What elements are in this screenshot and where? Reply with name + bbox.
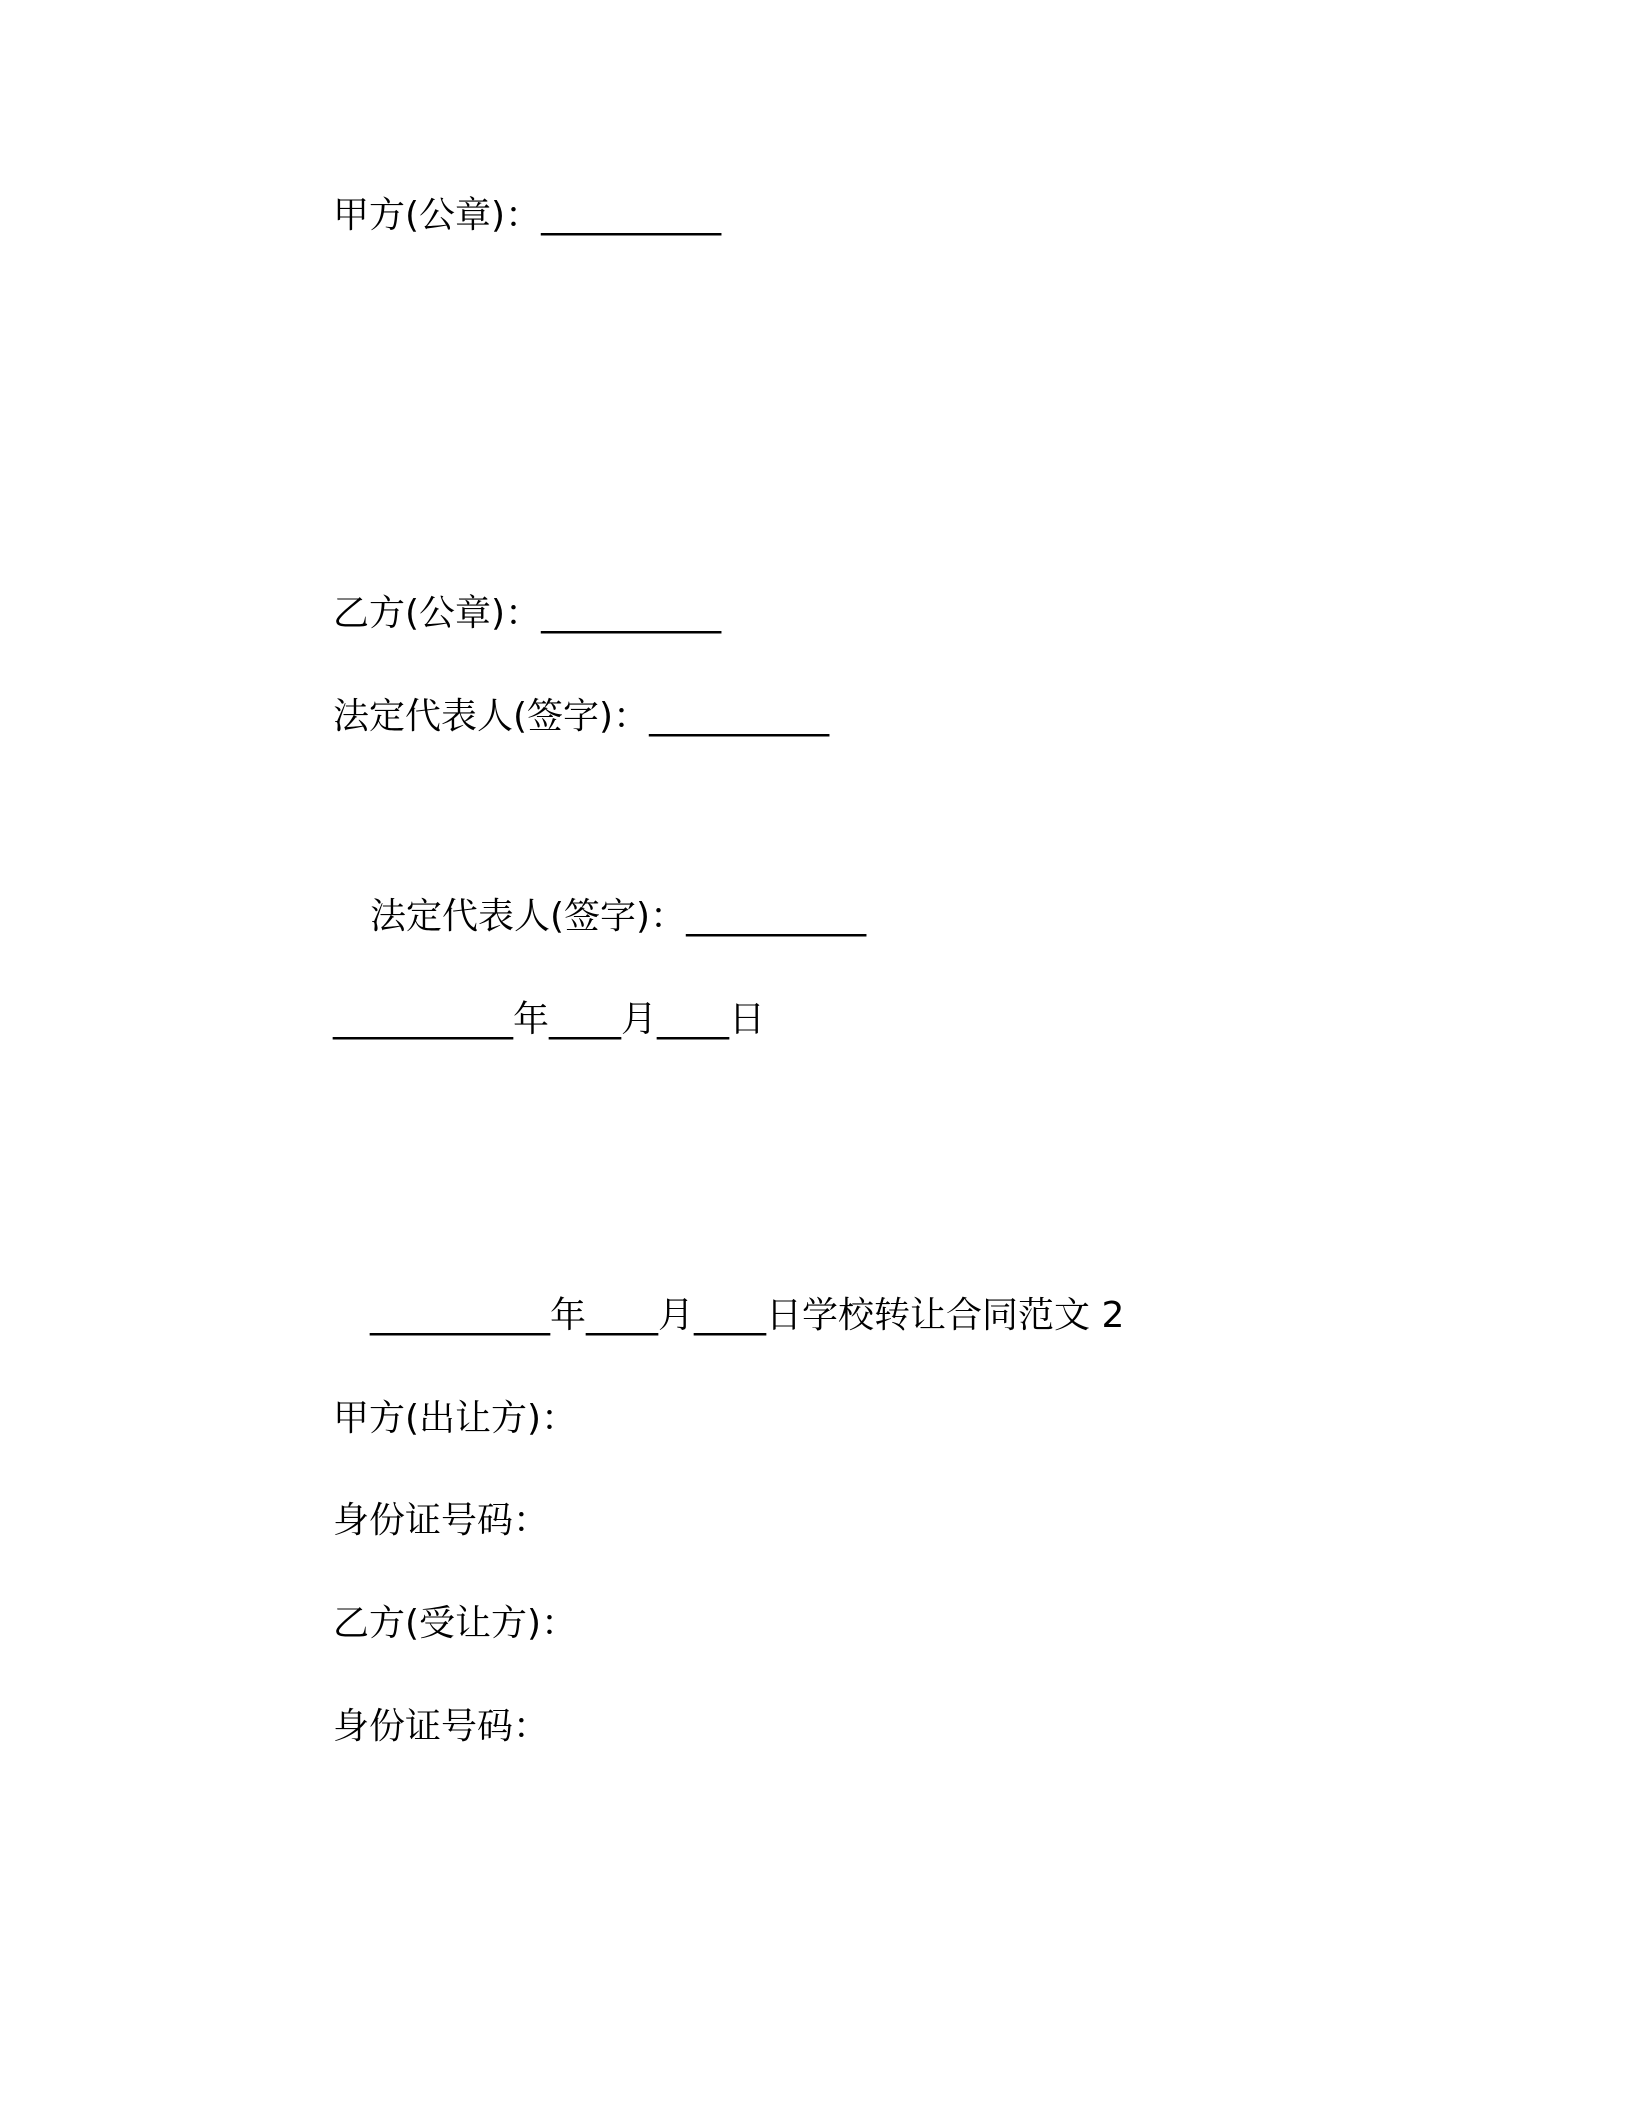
legal-representative-signature-line-indented: 法定代表人(签字)：__________ bbox=[370, 896, 867, 937]
party-a-id-number-line: 身份证号码： bbox=[333, 1500, 550, 1541]
contract-title-line: __________年____月____日学校转让合同范文 2 bbox=[370, 1295, 1125, 1336]
party-a-seal-line: 甲方(公章)：__________ bbox=[333, 195, 722, 236]
party-b-transferee-line: 乙方(受让方)： bbox=[333, 1603, 578, 1644]
party-b-seal-line: 乙方(公章)：__________ bbox=[333, 593, 722, 634]
legal-representative-signature-line: 法定代表人(签字)：__________ bbox=[333, 696, 830, 737]
party-b-id-number-line: 身份证号码： bbox=[333, 1706, 550, 1747]
date-line: __________年____月____日 bbox=[333, 999, 765, 1040]
party-a-transferor-line: 甲方(出让方)： bbox=[333, 1398, 578, 1439]
